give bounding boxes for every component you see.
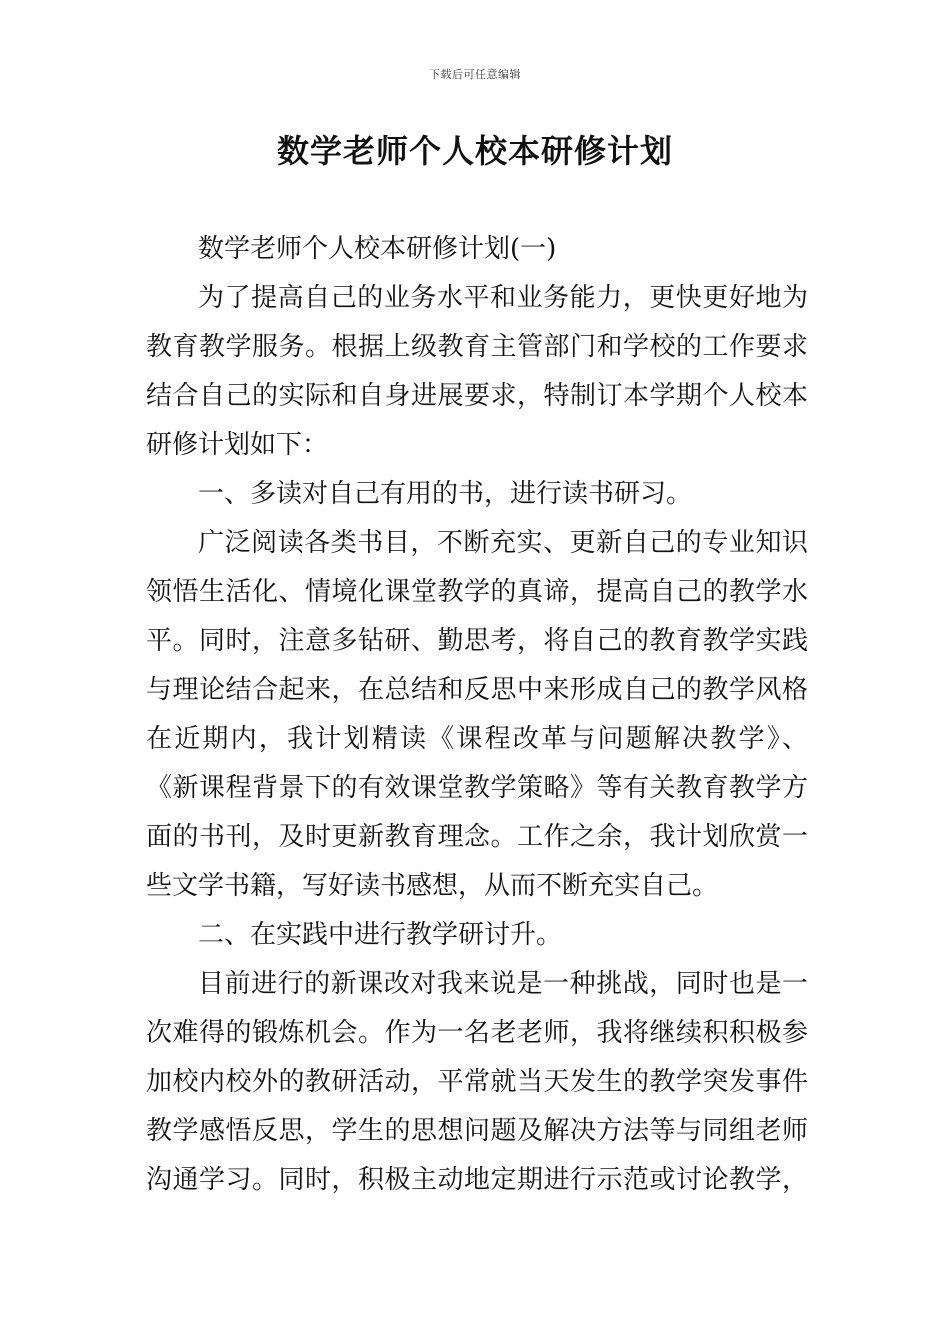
paragraph-line: 领悟生活化、情境化课堂教学的真谛，提高自己的教学水 xyxy=(146,577,808,607)
paragraph-line: 广泛阅读各类书目，不断充实、更新自己的专业知识 xyxy=(198,528,808,558)
paragraph-line: 次难得的锻炼机会。作为一名老老师，我将继续积积极参 xyxy=(146,1018,808,1048)
page-header-note: 下载后可任意编辑 xyxy=(429,68,521,81)
paragraph-line: 些文学书籍，写好读书感想，从而不断充实自己。 xyxy=(146,871,719,901)
paragraph-line: 面的书刊，及时更新教育理念。工作之余，我计划欣赏一 xyxy=(146,822,808,852)
paragraph-line: 与理论结合起来，在总结和反思中来形成自己的教学风格 xyxy=(146,675,808,705)
paragraph-line: 目前进行的新课改对我来说是一种挑战，同时也是一 xyxy=(198,969,808,999)
section-heading-1: 一、多读对自己有用的书，进行读书研习。 xyxy=(198,479,693,509)
paragraph-line: 研修计划如下： xyxy=(146,430,329,460)
section-subtitle: 数学老师个人校本研修计划(一) xyxy=(198,234,557,264)
paragraph-line: 在近期内，我计划精读《课程改革与问题解决教学》、 xyxy=(146,724,808,754)
section-heading-2: 二、在实践中进行教学研讨升。 xyxy=(198,920,563,950)
paragraph-line: 教学感悟反思，学生的思想问题及解决方法等与同组老师 xyxy=(146,1116,808,1146)
document-body xyxy=(146,225,808,1205)
document-title: 数学老师个人校本研修计划 xyxy=(276,132,673,170)
paragraph-line: 沟通学习。同时，积极主动地定期进行示范或讨论教学， xyxy=(146,1165,808,1195)
paragraph-line: 《新课程背景下的有效课堂教学策略》等有关教育教学方 xyxy=(146,773,808,803)
paragraph-line: 教育教学服务。根据上级教育主管部门和学校的工作要求 xyxy=(146,332,808,362)
paragraph-line: 平。同时，注意多钻研、勤思考，将自己的教育教学实践 xyxy=(146,626,808,656)
paragraph-line: 结合自己的实际和自身进展要求，特制订本学期个人校本 xyxy=(146,381,808,411)
paragraph-line: 为了提高自己的业务水平和业务能力，更快更好地为 xyxy=(198,283,808,313)
paragraph-line: 加校内校外的教研活动，平常就当天发生的教学突发事件 xyxy=(146,1067,808,1097)
